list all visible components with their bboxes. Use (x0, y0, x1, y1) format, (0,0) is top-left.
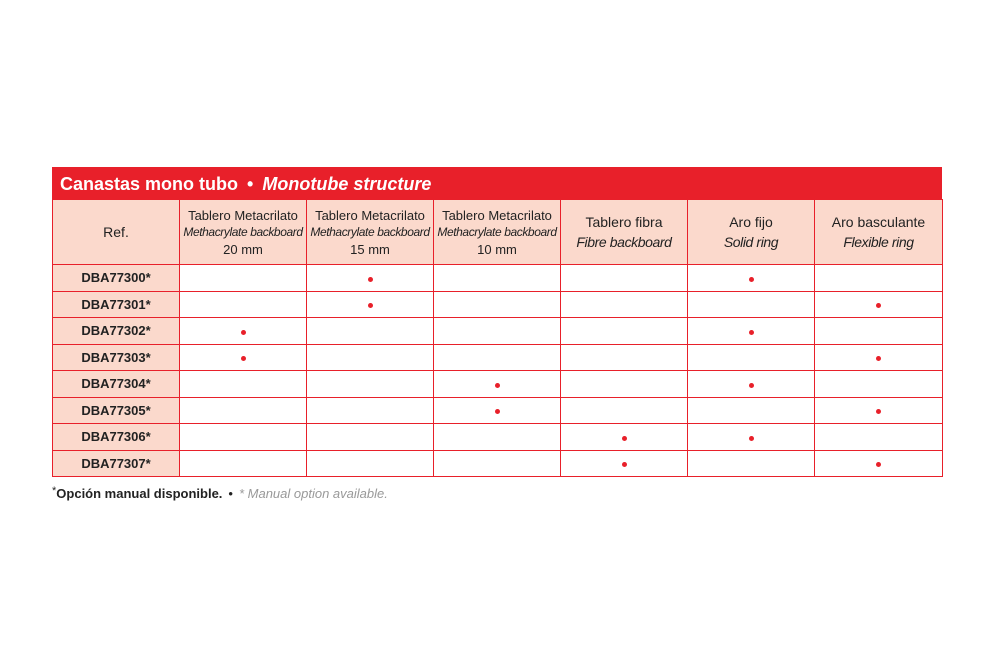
row-ref: DBA77303* (53, 344, 180, 371)
header-label-es: Aro basculante (831, 214, 926, 230)
table-cell (434, 265, 561, 292)
header-label-es: Tablero Metacrilato (442, 207, 552, 223)
table-cell (307, 371, 434, 398)
bullet-mark-icon (876, 356, 881, 361)
table-cell (434, 344, 561, 371)
table-cell (561, 450, 688, 477)
spec-table (52, 199, 943, 477)
row-ref: DBA77307* (53, 450, 180, 477)
header-ref (53, 200, 180, 265)
table-cell (307, 450, 434, 477)
table-cell (434, 371, 561, 398)
bullet-mark-icon (495, 383, 500, 388)
title-spanish: Canastas mono tubo (60, 174, 239, 194)
header-label-en: Methacrylate backboard (437, 224, 557, 239)
header-label-en: Solid ring (723, 234, 779, 250)
header-label-es: Aro fijo (729, 214, 773, 230)
column-header (815, 200, 943, 265)
bullet-mark-icon (876, 303, 881, 308)
bullet-mark-icon (749, 436, 754, 441)
table-row (53, 344, 943, 371)
table-cell (180, 291, 307, 318)
table-cell (307, 397, 434, 424)
header-label-en: Methacrylate backboard (183, 224, 303, 239)
table-cell (180, 265, 307, 292)
table-row (53, 450, 943, 477)
header-row (53, 200, 943, 265)
row-ref: DBA77301* (53, 291, 180, 318)
bullet-mark-icon (622, 436, 627, 441)
footnote-star: * (52, 485, 57, 497)
table-row (53, 424, 943, 451)
table-cell (434, 397, 561, 424)
spec-table-container (52, 167, 942, 477)
row-ref: DBA77304* (53, 371, 180, 398)
table-cell (180, 424, 307, 451)
bullet-mark-icon (368, 303, 373, 308)
table-cell (815, 424, 943, 451)
table-cell (434, 424, 561, 451)
table-cell (434, 291, 561, 318)
table-body (53, 265, 943, 477)
bullet-mark-icon (749, 383, 754, 388)
column-header (307, 200, 434, 265)
bullet-mark-icon (368, 277, 373, 282)
table-cell (561, 291, 688, 318)
column-header (688, 200, 815, 265)
column-header (180, 200, 307, 265)
row-ref: DBA77300* (53, 265, 180, 292)
bullet-mark-icon (749, 277, 754, 282)
column-header (561, 200, 688, 265)
table-cell (307, 344, 434, 371)
table-cell (815, 371, 943, 398)
table-cell (180, 344, 307, 371)
table-cell (561, 344, 688, 371)
header-label-en: Flexible ring (843, 234, 914, 250)
header-label-en: Methacrylate backboard (310, 224, 430, 239)
table-cell (815, 344, 943, 371)
table-cell (180, 397, 307, 424)
table-cell (307, 318, 434, 345)
table-row (53, 291, 943, 318)
table-row (53, 318, 943, 345)
table-cell (561, 397, 688, 424)
footnote (52, 486, 388, 501)
table-cell (434, 450, 561, 477)
table-cell (561, 371, 688, 398)
table-cell (561, 318, 688, 345)
title-separator: • (247, 174, 254, 194)
bullet-mark-icon (749, 330, 754, 335)
table-cell (815, 291, 943, 318)
header-label-es: Tablero Metacrilato (315, 207, 425, 223)
header-label-en: Fibre backboard (576, 234, 672, 250)
row-ref: DBA77306* (53, 424, 180, 451)
table-row (53, 397, 943, 424)
table-title-bar (52, 167, 942, 199)
title-english: Monotube structure (262, 174, 432, 194)
bullet-mark-icon (876, 462, 881, 467)
table-row (53, 265, 943, 292)
table-cell (815, 265, 943, 292)
table-cell (307, 424, 434, 451)
bullet-mark-icon (876, 409, 881, 414)
bullet-mark-icon (241, 330, 246, 335)
footnote-english: * Manual option available. (238, 486, 388, 501)
bullet-mark-icon (495, 409, 500, 414)
table-row (53, 371, 943, 398)
row-ref: DBA77305* (53, 397, 180, 424)
table-cell (180, 371, 307, 398)
footnote-bullet: • (228, 486, 233, 501)
table-cell (307, 291, 434, 318)
table-cell (688, 291, 815, 318)
table-cell (180, 318, 307, 345)
table-cell (561, 424, 688, 451)
table-cell (815, 397, 943, 424)
column-header (434, 200, 561, 265)
table-cell (688, 318, 815, 345)
table-cell (688, 371, 815, 398)
header-label-es: Tablero Metacrilato (188, 207, 298, 223)
header-thickness: 15 mm (350, 241, 390, 257)
table-cell (688, 397, 815, 424)
header-label-es: Tablero fibra (585, 214, 663, 230)
table-cell (688, 265, 815, 292)
bullet-mark-icon (241, 356, 246, 361)
table-cell (180, 450, 307, 477)
table-cell (688, 344, 815, 371)
footnote-spanish: Opción manual disponible. (56, 486, 223, 501)
table-cell (688, 450, 815, 477)
table-cell (434, 318, 561, 345)
header-label: Ref. (103, 224, 129, 240)
header-thickness: 20 mm (223, 241, 263, 257)
bullet-mark-icon (622, 462, 627, 467)
row-ref: DBA77302* (53, 318, 180, 345)
table-cell (688, 424, 815, 451)
header-thickness: 10 mm (477, 241, 517, 257)
table-cell (561, 265, 688, 292)
table-cell (307, 265, 434, 292)
table-cell (815, 318, 943, 345)
table-cell (815, 450, 943, 477)
